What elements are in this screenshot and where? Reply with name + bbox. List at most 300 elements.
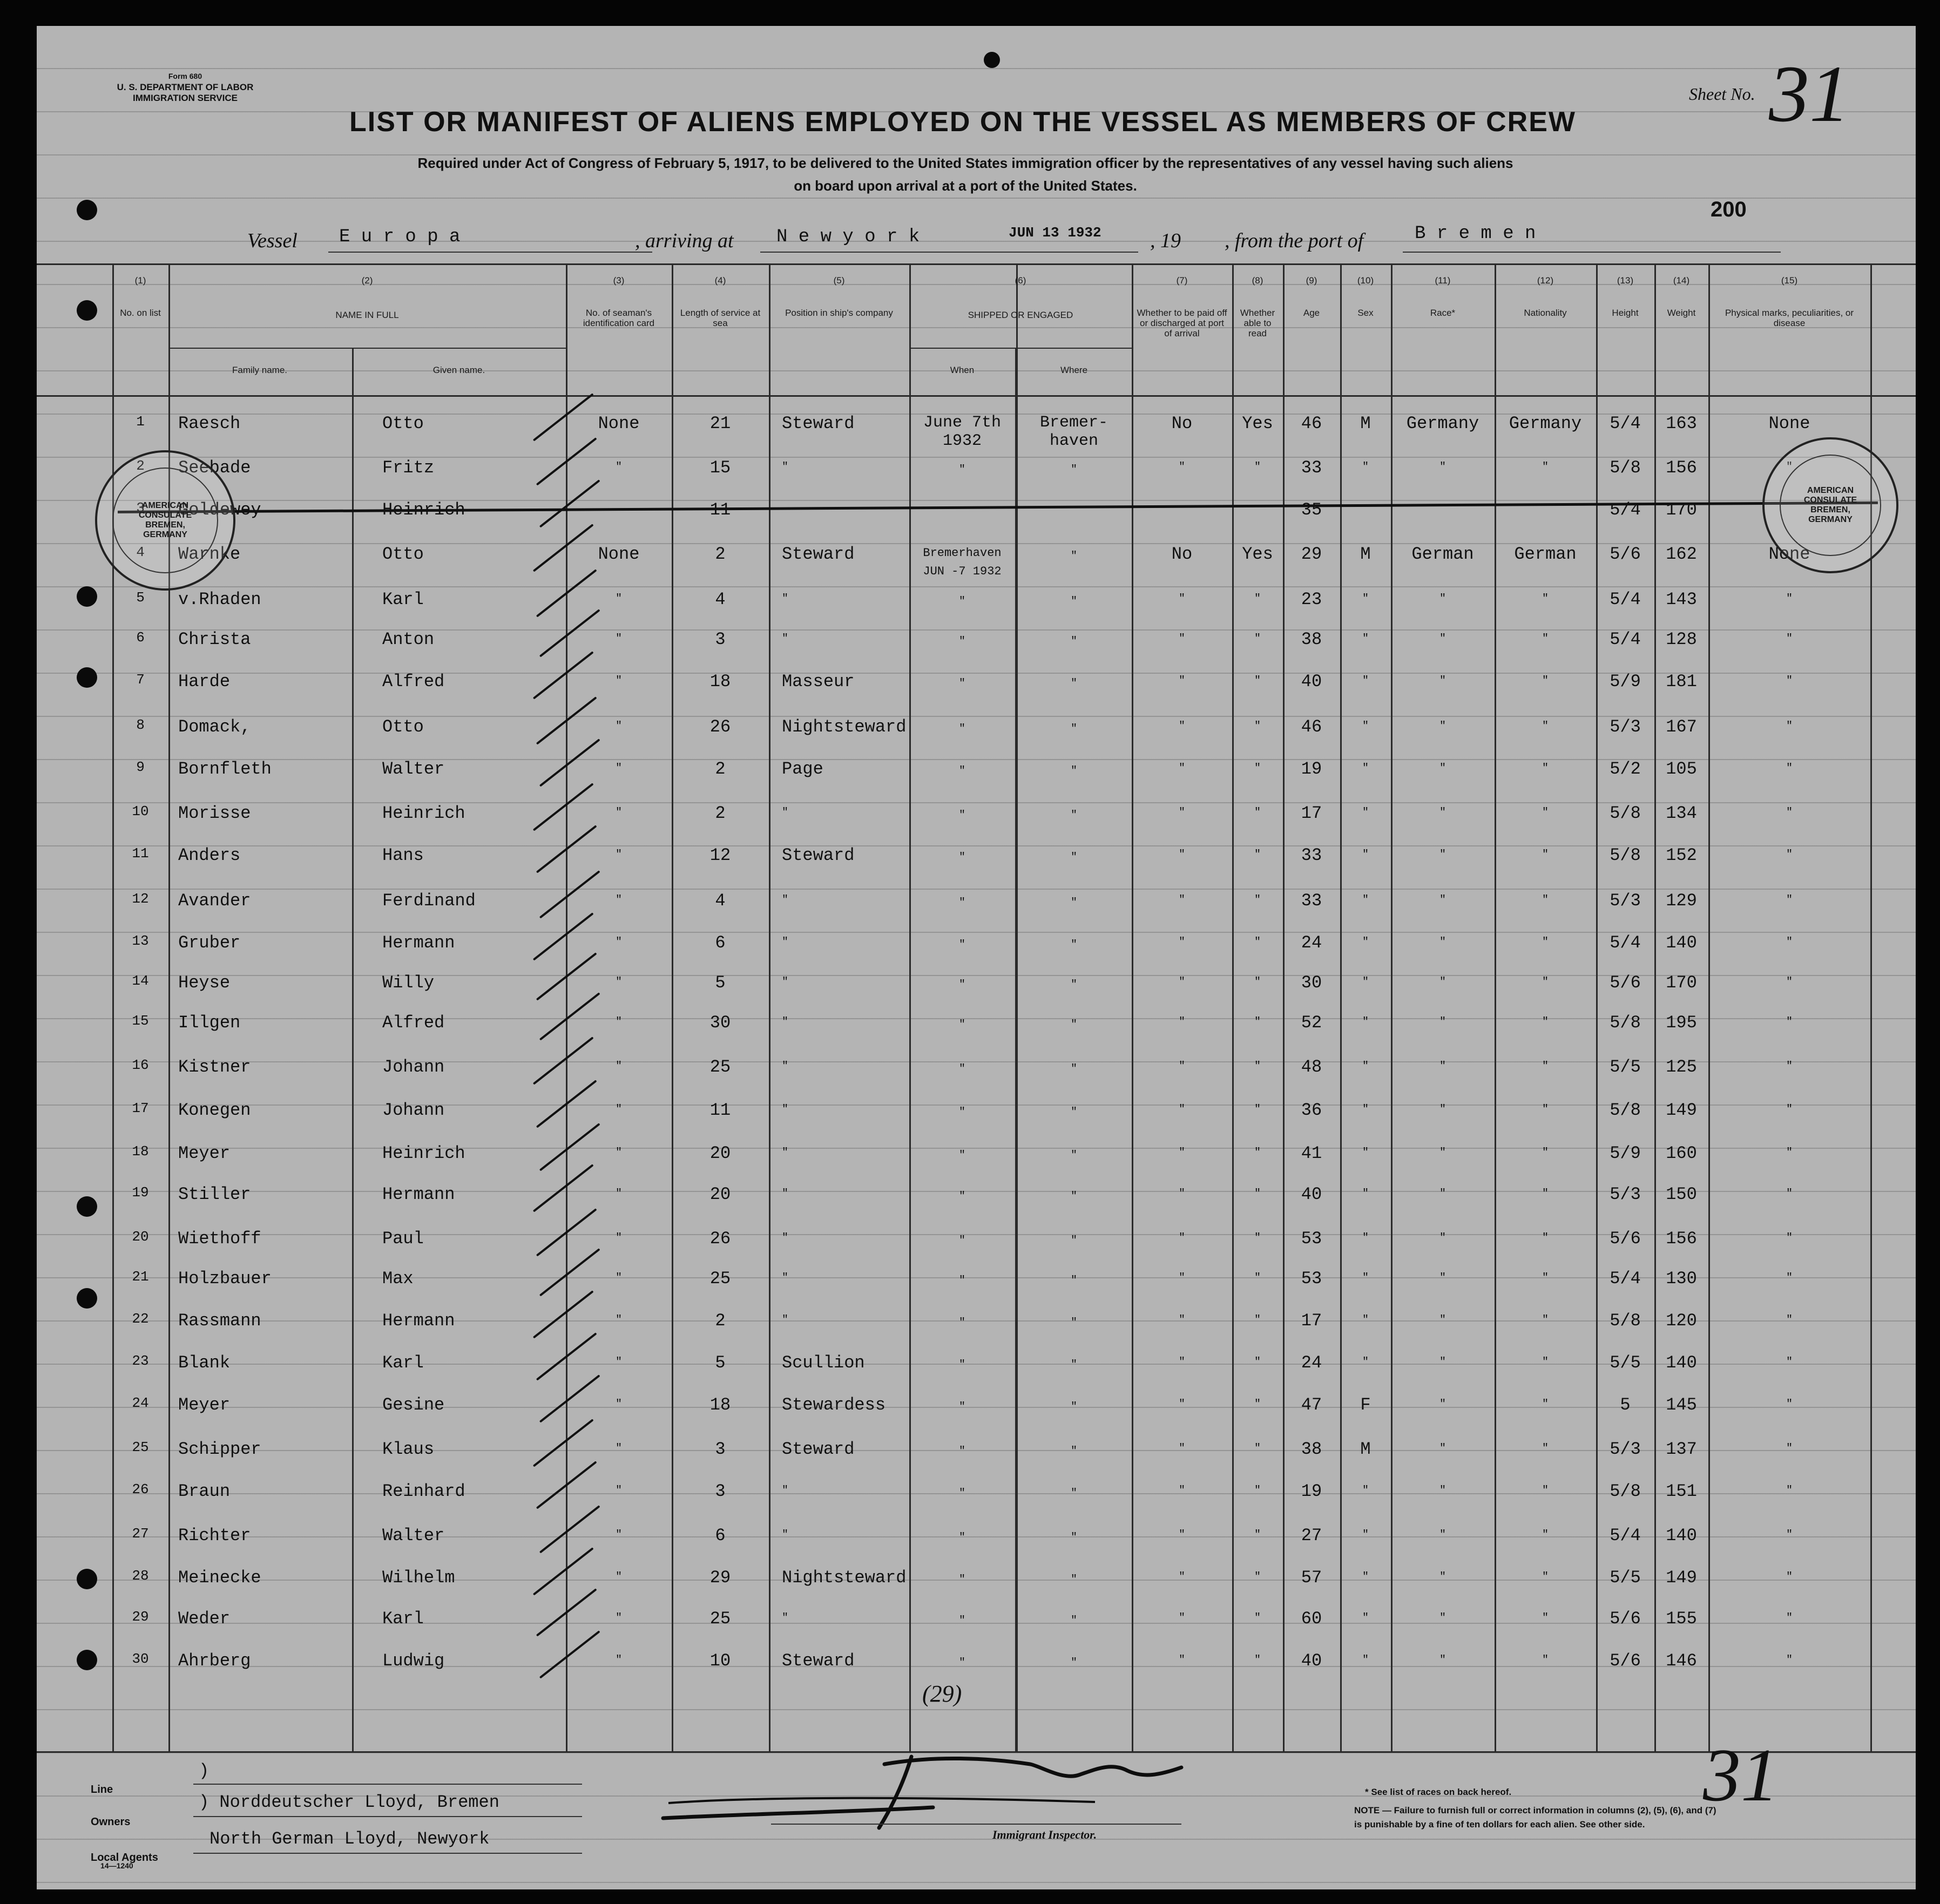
- cell-height: 5/5: [1610, 1057, 1641, 1077]
- cell-race: ": [1439, 849, 1446, 861]
- cell-service: 6: [715, 1526, 726, 1546]
- cell-race: ": [1439, 1272, 1446, 1284]
- cell-card: ": [615, 1356, 622, 1368]
- line-value: ): [199, 1761, 209, 1781]
- cell-when: ": [958, 1019, 965, 1031]
- cell-weight: 145: [1666, 1395, 1697, 1415]
- inspector-label: Immigrant Inspector.: [992, 1828, 1097, 1841]
- column-divider: [1340, 263, 1342, 1751]
- cell-weight: 162: [1666, 544, 1697, 564]
- cell-nationality: ": [1542, 849, 1549, 861]
- column-divider: [1232, 263, 1234, 1751]
- cell-nationality: ": [1542, 593, 1549, 605]
- cell-paid: ": [1178, 1103, 1185, 1116]
- cell-age: 19: [1301, 759, 1322, 779]
- cell-no: 27: [132, 1526, 149, 1542]
- cell-no: 22: [132, 1311, 149, 1327]
- cell-family: Anders: [178, 845, 241, 865]
- cell-age: 30: [1301, 973, 1322, 993]
- cell-family: Braun: [178, 1481, 231, 1501]
- cell-marks: ": [1786, 1103, 1793, 1116]
- cell-paid: ": [1178, 1442, 1185, 1455]
- cell-paid: ": [1178, 1529, 1185, 1541]
- cell-position: ": [782, 1272, 789, 1284]
- races-note: * See list of races on back hereof.: [1365, 1787, 1512, 1797]
- cell-card: ": [615, 976, 622, 988]
- cell-paid: ": [1178, 1016, 1185, 1028]
- cell-position: Steward: [782, 414, 855, 433]
- column-label: SHIPPED OR ENGAGED: [968, 310, 1073, 320]
- cell-position: ": [782, 1232, 789, 1244]
- cell-family: Holzbauer: [178, 1269, 272, 1289]
- cell-no: 12: [132, 891, 149, 907]
- column-divider: [1708, 263, 1710, 1751]
- cell-nationality: Germany: [1509, 414, 1582, 433]
- cell-marks: None: [1768, 414, 1810, 433]
- cell-nationality: ": [1542, 976, 1549, 988]
- cell-paid: No: [1171, 544, 1193, 564]
- cell-family: Schipper: [178, 1439, 261, 1459]
- cell-paid: ": [1178, 461, 1185, 473]
- cell-position: Nightsteward: [782, 1568, 907, 1588]
- cell-marks: ": [1786, 593, 1793, 605]
- cell-weight: 170: [1666, 500, 1697, 520]
- cell-sex: M: [1360, 544, 1371, 564]
- cell-where: ": [1070, 809, 1077, 822]
- column-label: Age: [1303, 308, 1320, 318]
- cell-service: 18: [709, 1395, 731, 1415]
- cell-paid: ": [1178, 762, 1185, 775]
- column-divider: [909, 263, 911, 1751]
- column-number: (8): [1252, 275, 1263, 286]
- cell-card: ": [615, 1314, 622, 1326]
- cell-no: 28: [132, 1568, 149, 1584]
- column-divider: [566, 263, 567, 1751]
- cell-age: 41: [1301, 1143, 1322, 1163]
- form-number: Form 680: [168, 72, 202, 80]
- cell-when: ": [958, 1445, 965, 1458]
- cell-age: 40: [1301, 1651, 1322, 1671]
- cell-when: June 7th 1932: [923, 414, 1002, 450]
- cell-race: ": [1439, 1147, 1446, 1159]
- cell-age: 36: [1301, 1100, 1322, 1120]
- cell-nationality: ": [1542, 1272, 1549, 1284]
- cell-card: ": [615, 593, 622, 605]
- cell-position: ": [782, 1016, 789, 1028]
- cell-weight: 140: [1666, 1353, 1697, 1373]
- cell-marks: ": [1786, 1612, 1793, 1624]
- cell-no: 15: [132, 1013, 149, 1029]
- cell-read: ": [1254, 1612, 1261, 1624]
- cell-read: Yes: [1242, 414, 1273, 433]
- cell-no: 23: [132, 1353, 149, 1369]
- cell-position: ": [782, 936, 789, 948]
- cell-paid: ": [1178, 1571, 1185, 1583]
- cell-marks: ": [1786, 807, 1793, 819]
- column-label: Physical marks, peculiarities, or disease: [1725, 308, 1854, 328]
- cell-sex: ": [1362, 1103, 1369, 1116]
- cell-card: ": [615, 894, 622, 906]
- cell-marks: ": [1786, 1442, 1793, 1455]
- cell-sex: ": [1362, 1188, 1369, 1200]
- form-code: 14—1240: [100, 1861, 133, 1870]
- cell-family: Weder: [178, 1609, 231, 1629]
- cell-paid: ": [1178, 849, 1185, 861]
- cell-when: ": [958, 1359, 965, 1371]
- cell-where: ": [1070, 1063, 1077, 1075]
- cell-given: Walter: [382, 1526, 445, 1546]
- cell-read: ": [1254, 1571, 1261, 1583]
- cell-service: 21: [709, 414, 731, 433]
- cell-given: Wilhelm: [382, 1568, 455, 1588]
- cell-where: ": [1070, 1106, 1077, 1119]
- shipped-where-header: Where: [1060, 365, 1088, 375]
- cell-service: 20: [709, 1184, 731, 1204]
- cell-when: ": [958, 1190, 965, 1203]
- cell-marks: ": [1786, 1272, 1793, 1284]
- arriving-label: , arriving at: [635, 229, 734, 252]
- cell-sex: ": [1362, 1529, 1369, 1541]
- cell-read: ": [1254, 1654, 1261, 1666]
- cell-sex: ": [1362, 849, 1369, 861]
- cell-given: Max: [382, 1269, 414, 1289]
- cell-position: Masseur: [782, 672, 855, 692]
- cell-marks: None: [1768, 544, 1810, 564]
- cell-marks: ": [1786, 1485, 1793, 1497]
- given-name-header: Given name.: [432, 365, 485, 375]
- cell-age: 33: [1301, 891, 1322, 911]
- column-label: NAME IN FULL: [335, 310, 399, 320]
- cell-service: 29: [709, 1568, 731, 1588]
- cell-no: 29: [132, 1609, 149, 1625]
- cell-service: 4: [715, 891, 726, 911]
- cell-age: 33: [1301, 458, 1322, 478]
- cell-position: ": [782, 1103, 789, 1116]
- cell-service: 26: [709, 1229, 731, 1249]
- column-number: (9): [1306, 275, 1317, 286]
- column-number: (7): [1176, 275, 1188, 286]
- name-subheader-border: [168, 348, 566, 349]
- cell-where: ": [1070, 550, 1077, 563]
- cell-height: 5/5: [1610, 1568, 1641, 1588]
- cell-nationality: ": [1542, 1529, 1549, 1541]
- cell-age: 19: [1301, 1481, 1322, 1501]
- cell-race: ": [1439, 1188, 1446, 1200]
- cell-card: ": [615, 849, 622, 861]
- cell-race: ": [1439, 1314, 1446, 1326]
- cell-weight: 167: [1666, 717, 1697, 737]
- cell-height: 5/8: [1610, 845, 1641, 865]
- cell-when: ": [958, 809, 965, 822]
- cell-marks: ": [1786, 1529, 1793, 1541]
- cell-marks: ": [1786, 675, 1793, 687]
- check-mark: [539, 479, 600, 527]
- cell-weight: 128: [1666, 629, 1697, 649]
- cell-nationality: ": [1542, 1188, 1549, 1200]
- cell-race: ": [1439, 461, 1446, 473]
- cell-read: ": [1254, 1147, 1261, 1159]
- cell-no: 8: [136, 717, 145, 733]
- cell-service: 30: [709, 1013, 731, 1033]
- cell-service: 11: [709, 1100, 731, 1120]
- cell-read: ": [1254, 1529, 1261, 1541]
- cell-family: Illgen: [178, 1013, 241, 1033]
- cell-weight: 160: [1666, 1143, 1697, 1163]
- cell-height: 5/8: [1610, 1013, 1641, 1033]
- agents-underline: [193, 1853, 582, 1854]
- column-label: Race*: [1430, 308, 1456, 318]
- cell-race: ": [1439, 976, 1446, 988]
- cell-race: ": [1439, 720, 1446, 733]
- cell-where: ": [1070, 677, 1077, 690]
- cell-when: ": [958, 677, 965, 690]
- cell-where: ": [1070, 1190, 1077, 1203]
- cell-position: ": [782, 1485, 789, 1497]
- cell-when: ": [958, 635, 965, 648]
- cell-paid: ": [1178, 1356, 1185, 1368]
- cell-height: 5/6: [1610, 973, 1641, 993]
- cell-given: Heinrich: [382, 1143, 465, 1163]
- cell-paid: No: [1171, 414, 1193, 433]
- cell-service: 5: [715, 973, 726, 993]
- cell-service: 2: [715, 1311, 726, 1331]
- cell-age: 53: [1301, 1269, 1322, 1289]
- cell-weight: 150: [1666, 1184, 1697, 1204]
- cell-given: Otto: [382, 717, 424, 737]
- cell-position: Nightsteward: [782, 717, 907, 737]
- cell-given: Ludwig: [382, 1651, 445, 1671]
- column-number: (5): [833, 275, 845, 286]
- consulate-stamp-left: [95, 450, 235, 591]
- cell-height: 5/6: [1610, 1229, 1641, 1249]
- cell-family: Konegen: [178, 1100, 251, 1120]
- cell-age: 17: [1301, 1311, 1322, 1331]
- cell-marks: ": [1786, 762, 1793, 775]
- cell-no: 24: [132, 1395, 149, 1411]
- cell-given: Walter: [382, 759, 445, 779]
- cell-height: 5/2: [1610, 759, 1641, 779]
- cell-no: 1: [136, 414, 145, 430]
- cell-position: Scullion: [782, 1353, 865, 1373]
- cell-no: 3: [136, 500, 145, 516]
- cell-family: Raesch: [178, 414, 241, 433]
- cell-read: ": [1254, 593, 1261, 605]
- stamp-text: AMERICAN CONSULATE BREMEN, GERMANY: [1803, 486, 1857, 524]
- cell-read: ": [1254, 461, 1261, 473]
- cell-height: 5/9: [1610, 672, 1641, 692]
- cell-read: ": [1254, 1356, 1261, 1368]
- cell-read: ": [1254, 1442, 1261, 1455]
- cell-age: 46: [1301, 414, 1322, 433]
- cell-read: ": [1254, 1314, 1261, 1326]
- vessel-label: Vessel: [247, 229, 298, 252]
- cell-marks: ": [1786, 1232, 1793, 1244]
- cell-read: ": [1254, 1188, 1261, 1200]
- cell-no: 16: [132, 1057, 149, 1073]
- cell-when: ": [958, 1149, 965, 1162]
- cell-no: 14: [132, 973, 149, 989]
- cell-sex: ": [1362, 1485, 1369, 1497]
- cell-given: Alfred: [382, 672, 445, 692]
- cell-marks: ": [1786, 1398, 1793, 1411]
- cell-where: ": [1070, 1487, 1077, 1500]
- cell-weight: 151: [1666, 1481, 1697, 1501]
- cell-height: 5/3: [1610, 717, 1641, 737]
- cell-position: Steward: [782, 845, 855, 865]
- column-number: (11): [1435, 275, 1451, 286]
- cell-card: ": [615, 1571, 622, 1583]
- cell-family: Meinecke: [178, 1568, 261, 1588]
- cell-position: Steward: [782, 1439, 855, 1459]
- cell-height: 5/4: [1610, 1526, 1641, 1546]
- column-label: No. of seaman's identification card: [583, 308, 655, 328]
- cell-given: Willy: [382, 973, 435, 993]
- table-top-border: [37, 263, 1916, 265]
- cell-service: 20: [709, 1143, 731, 1163]
- cell-nationality: ": [1542, 1612, 1549, 1624]
- cell-given: Johann: [382, 1100, 445, 1120]
- cell-no: 11: [132, 845, 149, 862]
- cell-nationality: ": [1542, 1147, 1549, 1159]
- cell-race: ": [1439, 936, 1446, 948]
- cell-no: 13: [132, 933, 149, 949]
- cell-read: ": [1254, 1232, 1261, 1244]
- cell-card: ": [615, 936, 622, 948]
- cell-weight: 181: [1666, 672, 1697, 692]
- cell-position: ": [782, 1314, 789, 1326]
- cell-race: Germany: [1406, 414, 1479, 433]
- cell-sex: ": [1362, 1060, 1369, 1073]
- cell-when: ": [958, 1317, 965, 1329]
- cell-weight: 105: [1666, 759, 1697, 779]
- cell-given: Hans: [382, 845, 424, 865]
- consulate-stamp-right: [1762, 437, 1898, 573]
- cell-position: ": [782, 1612, 789, 1624]
- cell-given: Hermann: [382, 1311, 455, 1331]
- cell-family: v.Rhaden: [178, 590, 261, 609]
- column-label: Length of service at sea: [680, 308, 761, 328]
- cell-service: 15: [709, 458, 731, 478]
- cell-paid: ": [1178, 593, 1185, 605]
- column-number: (3): [613, 275, 625, 286]
- cell-when: ": [958, 979, 965, 991]
- cell-height: 5/3: [1610, 1439, 1641, 1459]
- column-label: Weight: [1667, 308, 1696, 318]
- cell-age: 46: [1301, 717, 1322, 737]
- cell-race: ": [1439, 1016, 1446, 1028]
- cell-age: 24: [1301, 1353, 1322, 1373]
- cell-weight: 130: [1666, 1269, 1697, 1289]
- cell-family: Morisse: [178, 803, 251, 823]
- column-divider: [1132, 263, 1133, 1751]
- cell-weight: 143: [1666, 590, 1697, 609]
- cell-height: 5/8: [1610, 1481, 1641, 1501]
- cell-race: ": [1439, 675, 1446, 687]
- cell-marks: ": [1786, 1188, 1793, 1200]
- cell-nationality: ": [1542, 720, 1549, 733]
- cell-nationality: ": [1542, 1356, 1549, 1368]
- cell-where: ": [1070, 1359, 1077, 1371]
- inspector-underline: [771, 1824, 1181, 1825]
- column-divider: [1391, 263, 1393, 1751]
- cell-read: ": [1254, 1398, 1261, 1411]
- cell-given: Anton: [382, 629, 435, 649]
- cell-given: Karl: [382, 590, 424, 609]
- cell-when: Bremerhaven JUN -7 1932: [923, 546, 1002, 578]
- cell-card: None: [598, 414, 640, 433]
- cell-card: ": [615, 720, 622, 733]
- cell-family: Gruber: [178, 933, 241, 953]
- cell-position: ": [782, 1147, 789, 1159]
- cell-service: 3: [715, 629, 726, 649]
- cell-nationality: ": [1542, 1442, 1549, 1455]
- cell-race: ": [1439, 1232, 1446, 1244]
- cell-read: ": [1254, 1016, 1261, 1028]
- cell-weight: 149: [1666, 1100, 1697, 1120]
- column-label: Position in ship's company: [785, 308, 893, 318]
- cell-nationality: ": [1542, 894, 1549, 906]
- cell-family: Blank: [178, 1353, 231, 1373]
- cell-no: 20: [132, 1229, 149, 1245]
- cell-service: 3: [715, 1481, 726, 1501]
- cell-where: ": [1070, 1235, 1077, 1247]
- cell-family: Wiethoff: [178, 1229, 261, 1249]
- manifest-subtitle-2: on board upon arrival at a port of the United States.: [794, 178, 1137, 194]
- cell-service: 5: [715, 1353, 726, 1373]
- agents-label: Local Agents: [91, 1852, 158, 1864]
- cell-card: ": [615, 1442, 622, 1455]
- cell-nationality: ": [1542, 675, 1549, 687]
- sheet-number-bottom: 31: [1703, 1733, 1779, 1817]
- cell-sex: ": [1362, 936, 1369, 948]
- cell-when: ": [958, 595, 965, 608]
- cell-height: 5/4: [1610, 414, 1641, 433]
- column-number: (15): [1781, 275, 1798, 286]
- cell-when: ": [958, 1275, 965, 1287]
- cell-marks: ": [1786, 1147, 1793, 1159]
- cell-age: 24: [1301, 933, 1322, 953]
- cell-where: ": [1070, 635, 1077, 648]
- column-number: (14): [1673, 275, 1690, 286]
- cell-card: ": [615, 1529, 622, 1541]
- cell-read: ": [1254, 675, 1261, 687]
- cell-card: ": [615, 1060, 622, 1073]
- cell-family: Stiller: [178, 1184, 251, 1204]
- cell-height: 5: [1620, 1395, 1631, 1415]
- cell-where: ": [1070, 1317, 1077, 1329]
- cell-race: ": [1439, 1485, 1446, 1497]
- cell-race: German: [1411, 544, 1474, 564]
- cell-card: ": [615, 1398, 622, 1411]
- cell-marks: ": [1786, 1060, 1793, 1073]
- cell-where: ": [1070, 595, 1077, 608]
- cell-family: Seebade: [178, 458, 251, 478]
- cell-read: ": [1254, 976, 1261, 988]
- cell-no: 25: [132, 1439, 149, 1455]
- cell-service: 10: [709, 1651, 731, 1671]
- cell-weight: 152: [1666, 845, 1697, 865]
- cell-position: Steward: [782, 544, 855, 564]
- table-header-border: [37, 395, 1916, 397]
- cell-marks: ": [1786, 461, 1793, 473]
- cell-sex: ": [1362, 461, 1369, 473]
- cell-when: ": [958, 897, 965, 909]
- cell-age: 23: [1301, 590, 1322, 609]
- column-number: (4): [714, 275, 726, 286]
- cell-height: 5/4: [1610, 500, 1641, 520]
- agents-value: North German Lloyd, Newyork: [209, 1829, 490, 1849]
- cell-position: ": [782, 461, 789, 473]
